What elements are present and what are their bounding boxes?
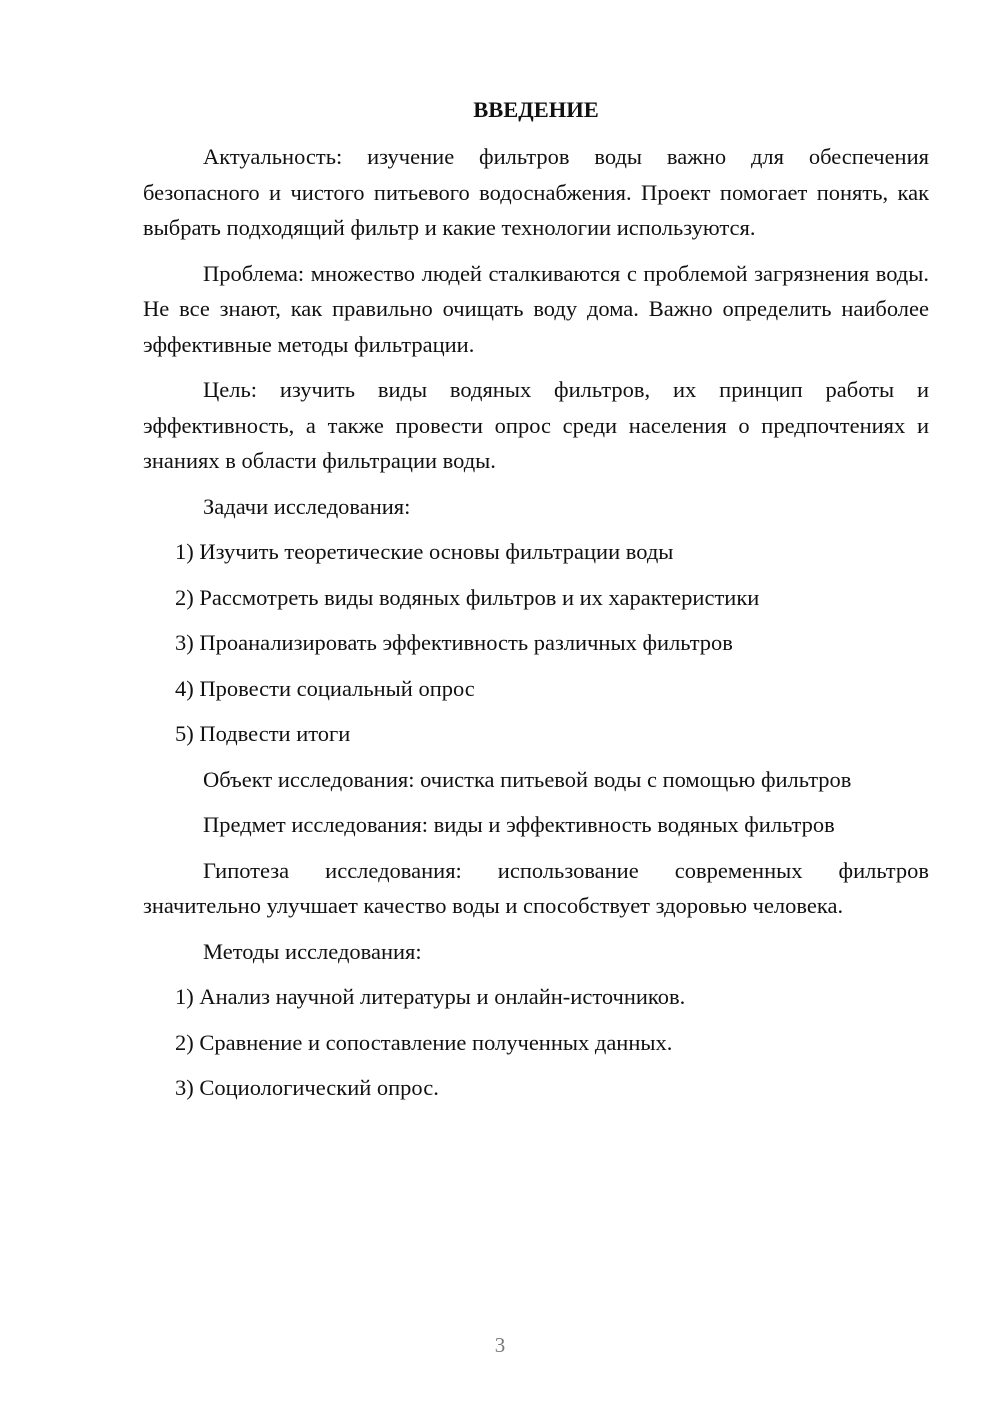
paragraph-object: Объект исследования: очистка питьевой воды с помощью фильтров: [203, 766, 852, 792]
page-number: 3: [494, 1333, 506, 1357]
paragraph-hypothesis: Гипотеза исследования: использование современных фильтров значительно улучшает качество воды и способствует здоровью человека.: [143, 857, 929, 918]
list-item: 5) Подвести итоги: [175, 721, 351, 746]
page-content: [143, 95, 929, 1116]
list-item: 2) Рассмотреть виды водяных фильтров и их характеристики: [175, 584, 760, 610]
list-item: 1) Анализ научной литературы и онлайн-источников.: [175, 984, 686, 1009]
page-title: ВВЕДЕНИЕ: [473, 97, 599, 122]
paragraph-problem: Проблема: множество людей сталкиваются с проблемой загрязнения воды. Не все знают, как правильно очищать воду дома. Важно определить наиболее эффективные методы фильтрации.: [143, 260, 929, 357]
methods-heading: Методы исследования:: [203, 938, 422, 964]
tasks-list: [143, 534, 929, 752]
list-item: 2) Сравнение и сопоставление полученных данных.: [175, 1029, 673, 1055]
list-item: 3) Проанализировать эффективность различных фильтров: [175, 630, 733, 655]
paragraph-relevance: Актуальность: изучение фильтров воды важно для обеспечения безопасного и чистого питьевого водоснабжения. Проект помогает понять, как выбрать подходящий фильтр и какие технологии используются.: [143, 144, 929, 240]
methods-list: [143, 979, 929, 1106]
list-item: 3) Социологический опрос.: [175, 1075, 439, 1100]
paragraph-subject: Предмет исследования: виды и эффективность водяных фильтров: [203, 812, 835, 837]
list-item: 1) Изучить теоретические основы фильтрации воды: [175, 539, 674, 564]
list-item: 4) Провести социальный опрос: [175, 675, 475, 701]
paragraph-goal: Цель: изучить виды водяных фильтров, их принцип работы и эффективность, а также провести опрос среди населения о предпочтениях и знаниях в области фильтрации воды.: [143, 377, 929, 473]
tasks-heading: Задачи исследования:: [203, 493, 411, 519]
